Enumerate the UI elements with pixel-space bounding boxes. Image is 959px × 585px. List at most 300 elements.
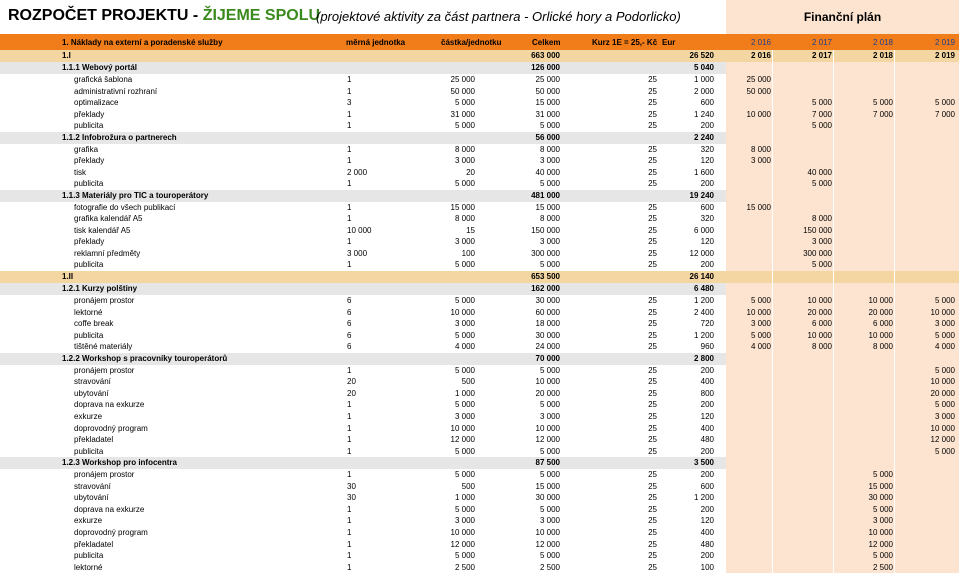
table-row (0, 167, 959, 179)
cell-castka-jednotku: 5 000 (454, 400, 475, 410)
cell-eur: 200 (700, 400, 714, 410)
plan-cell-bg (726, 248, 959, 260)
cell-year-2017: 10 000 (807, 330, 832, 340)
section-row (0, 50, 959, 62)
cell-eur: 600 (700, 481, 714, 491)
cell-celkem: 87 500 (535, 458, 560, 468)
header-label: 1. Náklady na externí a poradenské služby (62, 38, 223, 47)
cell-celkem: 5 000 (539, 446, 560, 456)
grid-line (772, 434, 773, 446)
cell-castka-jednotku: 3 000 (454, 319, 475, 329)
plan-cell-bg (726, 236, 959, 248)
cell-merna-jednotka: 30 (347, 481, 356, 491)
cell-eur: 19 240 (689, 190, 714, 200)
grid-line (833, 178, 834, 190)
grid-line (772, 86, 773, 98)
cell-year-2016: 10 000 (746, 307, 771, 317)
cell-label: publicita (74, 446, 104, 456)
table-row (0, 434, 959, 446)
cell-castka-jednotku: 2 500 (454, 562, 475, 572)
cell-label: pronájem prostor (74, 296, 135, 306)
cell-celkem: 20 000 (535, 388, 560, 398)
cell-eur: 200 (700, 469, 714, 479)
cell-merna-jednotka: 1 (347, 539, 352, 549)
header-kurz: Kurz 1E = 25,- Kč (592, 38, 658, 47)
cell-label: doprovodný program (74, 423, 148, 433)
cell-celkem: 30 000 (535, 330, 560, 340)
grid-line (833, 283, 834, 295)
cell-kurz: 25 (648, 296, 657, 306)
cell-year-2018: 30 000 (868, 493, 893, 503)
grid-line (772, 411, 773, 423)
grid-line (833, 248, 834, 260)
cell-label: 1.2.3 Workshop pro infocentra (62, 458, 177, 468)
plan-cell-bg (726, 225, 959, 237)
cell-label: publicita (74, 551, 104, 561)
cell-eur: 720 (700, 319, 714, 329)
cell-celkem: 5 000 (539, 260, 560, 270)
cell-eur: 200 (700, 179, 714, 189)
cell-kurz: 25 (648, 423, 657, 433)
cell-castka-jednotku: 5 000 (454, 365, 475, 375)
grid-line (772, 62, 773, 74)
cell-celkem: 663 000 (531, 51, 560, 60)
table-row (0, 365, 959, 377)
grid-line (772, 190, 773, 202)
grid-line (772, 481, 773, 493)
cell-eur: 120 (700, 237, 714, 247)
cell-year-2019: 4 000 (934, 342, 955, 352)
cell-year-2019: 7 000 (934, 109, 955, 119)
cell-castka-jednotku: 15 (466, 225, 475, 235)
cell-eur: 200 (700, 121, 714, 131)
cell-kurz: 25 (648, 400, 657, 410)
grid-line (894, 190, 895, 202)
cell-castka-jednotku: 5 000 (454, 179, 475, 189)
cell-merna-jednotka: 1 (347, 527, 352, 537)
cell-label: překlady (74, 156, 105, 166)
cell-label: tisk (74, 167, 86, 177)
grid-line (833, 120, 834, 132)
page-subtitle: (projektové aktivity za část partnera - Orlické hory a Podorlicko) (316, 9, 681, 24)
cell-eur: 200 (700, 365, 714, 375)
subsection-row (0, 457, 959, 469)
cell-kurz: 25 (648, 248, 657, 258)
cell-castka-jednotku: 10 000 (450, 307, 475, 317)
plan-cell-bg (726, 259, 959, 271)
cell-year-2017: 10 000 (807, 296, 832, 306)
plan-cell-bg (726, 178, 959, 190)
cell-label: coffe break (74, 319, 114, 329)
cell-merna-jednotka: 30 (347, 493, 356, 503)
grid-line (894, 504, 895, 516)
grid-line (894, 515, 895, 527)
cell-celkem: 5 000 (539, 469, 560, 479)
grid-line (833, 62, 834, 74)
cell-merna-jednotka: 1 (347, 504, 352, 514)
cell-celkem: 70 000 (535, 354, 560, 364)
cell-year-2019: 3 000 (934, 412, 955, 421)
cell-year-2018: 5 000 (872, 98, 893, 108)
cell-year-2016: 3 000 (750, 319, 771, 329)
cell-kurz: 25 (648, 365, 657, 375)
grid-line (894, 178, 895, 190)
cell-year-2019: 2 019 (934, 51, 955, 60)
grid-line (772, 74, 773, 86)
cell-kurz: 25 (648, 86, 657, 96)
cell-celkem: 50 000 (535, 86, 560, 96)
cell-year-2019: 5 000 (934, 98, 955, 108)
cell-kurz: 25 (648, 167, 657, 177)
cell-label: doprovodný program (74, 527, 148, 537)
grid-line (894, 74, 895, 86)
cell-year-2018: 10 000 (868, 330, 893, 340)
cell-label: stravování (74, 481, 111, 491)
cell-merna-jednotka: 2 000 (347, 167, 368, 177)
cell-year-2018: 3 000 (872, 516, 893, 526)
cell-merna-jednotka: 1 (347, 423, 352, 433)
table-row (0, 550, 959, 562)
cell-label: optimalizace (74, 98, 119, 108)
grid-line (833, 388, 834, 400)
cell-castka-jednotku: 10 000 (450, 527, 475, 537)
grid-line (833, 376, 834, 388)
cell-merna-jednotka: 1 (347, 214, 352, 224)
cell-celkem: 10 000 (535, 527, 560, 537)
subsection-row (0, 283, 959, 295)
table-row (0, 97, 959, 109)
grid-line (894, 259, 895, 271)
cell-year-2017: 40 000 (807, 167, 832, 177)
cell-eur: 480 (700, 539, 714, 549)
grid-line (772, 504, 773, 516)
cell-eur: 320 (700, 144, 714, 154)
cell-castka-jednotku: 5 000 (454, 260, 475, 270)
cell-kurz: 25 (648, 214, 657, 224)
cell-castka-jednotku: 500 (461, 481, 475, 491)
cell-kurz: 25 (648, 388, 657, 398)
cell-kurz: 25 (648, 435, 657, 445)
cell-kurz: 25 (648, 121, 657, 131)
header-merna: měrná jednotka (346, 38, 406, 47)
cell-celkem: 8 000 (539, 144, 560, 154)
cell-kurz: 25 (648, 412, 657, 421)
cell-label: doprava na exkurze (74, 400, 145, 410)
table-row (0, 225, 959, 237)
grid-line (833, 423, 834, 435)
cell-castka-jednotku: 5 000 (454, 446, 475, 456)
cell-kurz: 25 (648, 109, 657, 119)
cell-merna-jednotka: 3 (347, 98, 352, 108)
cell-celkem: 56 000 (535, 132, 560, 142)
grid-line (894, 283, 895, 295)
page-title (8, 7, 320, 25)
cell-kurz: 25 (648, 551, 657, 561)
cell-celkem: 653 500 (531, 272, 560, 282)
cell-castka-jednotku: 31 000 (450, 109, 475, 119)
cell-celkem: 30 000 (535, 296, 560, 306)
cell-label: grafika kalendář A5 (74, 214, 143, 224)
cell-kurz: 25 (648, 342, 657, 352)
cell-merna-jednotka: 1 (347, 562, 352, 572)
cell-label: 1.1.2 Infobrožura o partnerech (62, 132, 177, 142)
cell-year-2018: 10 000 (868, 527, 893, 537)
grid-line (894, 225, 895, 237)
grid-line (772, 527, 773, 539)
cell-label: publicita (74, 260, 104, 270)
cell-merna-jednotka: 20 (347, 388, 356, 398)
table-row (0, 248, 959, 260)
table-row (0, 213, 959, 225)
cell-castka-jednotku: 12 000 (450, 539, 475, 549)
grid-line (772, 399, 773, 411)
grid-line (833, 259, 834, 271)
cell-year-2017: 5 000 (811, 98, 832, 108)
cell-label: exkurze (74, 412, 103, 421)
cell-castka-jednotku: 20 (466, 167, 475, 177)
cell-celkem: 3 000 (539, 412, 560, 421)
cell-celkem: 10 000 (535, 377, 560, 387)
cell-kurz: 25 (648, 307, 657, 317)
cell-merna-jednotka: 1 (347, 237, 352, 247)
cell-castka-jednotku: 5 000 (454, 330, 475, 340)
grid-line (894, 213, 895, 225)
cell-label: grafika (74, 144, 99, 154)
plan-cell-bg (726, 167, 959, 179)
cell-label: překladatel (74, 539, 114, 549)
grid-line (894, 492, 895, 504)
cell-castka-jednotku: 8 000 (454, 214, 475, 224)
grid-line (833, 155, 834, 167)
grid-line (894, 236, 895, 248)
grid-line (833, 74, 834, 86)
grid-line (894, 562, 895, 574)
cell-label: překlady (74, 237, 105, 247)
grid-line (772, 423, 773, 435)
grid-line (894, 202, 895, 214)
cell-merna-jednotka: 10 000 (347, 225, 372, 235)
cell-eur: 800 (700, 388, 714, 398)
cell-label: tištěné materiály (74, 342, 133, 352)
table-row (0, 539, 959, 551)
header-year-2019: 2 019 (934, 38, 955, 47)
cell-year-2018: 12 000 (868, 539, 893, 549)
cell-eur: 600 (700, 98, 714, 108)
table-row (0, 109, 959, 121)
cell-celkem: 150 000 (531, 225, 560, 235)
cell-label: ubytování (74, 493, 109, 503)
cell-merna-jednotka: 6 (347, 330, 352, 340)
cell-eur: 200 (700, 551, 714, 561)
cell-merna-jednotka: 1 (347, 400, 352, 410)
cell-kurz: 25 (648, 539, 657, 549)
cell-label: pronájem prostor (74, 469, 135, 479)
cell-year-2019: 5 000 (934, 296, 955, 306)
cell-year-2016: 5 000 (750, 330, 771, 340)
plan-cell-bg (726, 457, 959, 469)
cell-year-2017: 6 000 (811, 319, 832, 329)
grid-line (833, 167, 834, 179)
cell-castka-jednotku: 25 000 (450, 74, 475, 84)
cell-year-2017: 300 000 (803, 248, 832, 258)
plan-cell-bg (726, 271, 959, 283)
cell-merna-jednotka: 1 (347, 516, 352, 526)
cell-year-2019: 5 000 (934, 446, 955, 456)
table-row (0, 481, 959, 493)
cell-eur: 320 (700, 214, 714, 224)
header-year-2016: 2 016 (750, 38, 771, 47)
cell-celkem: 15 000 (535, 98, 560, 108)
cell-merna-jednotka: 1 (347, 109, 352, 119)
cell-celkem: 481 000 (531, 190, 560, 200)
cell-label: exkurze (74, 516, 103, 526)
cell-year-2016: 2 016 (750, 51, 771, 60)
cell-merna-jednotka: 1 (347, 144, 352, 154)
cell-castka-jednotku: 3 000 (454, 412, 475, 421)
cell-year-2019: 3 000 (934, 319, 955, 329)
grid-line (833, 457, 834, 469)
cell-label: administrativní rozhraní (74, 86, 158, 96)
cell-castka-jednotku: 5 000 (454, 504, 475, 514)
cell-merna-jednotka: 1 (347, 469, 352, 479)
cell-castka-jednotku: 10 000 (450, 423, 475, 433)
table-row (0, 86, 959, 98)
grid-line (894, 144, 895, 156)
cell-eur: 3 500 (693, 458, 714, 468)
cell-merna-jednotka: 1 (347, 365, 352, 375)
cell-castka-jednotku: 500 (461, 377, 475, 387)
cell-year-2019: 10 000 (930, 377, 955, 387)
table-row (0, 411, 959, 423)
cell-year-2018: 2 018 (872, 51, 893, 60)
header-eur: Eur (662, 38, 676, 47)
cell-castka-jednotku: 8 000 (454, 144, 475, 154)
cell-year-2018: 5 000 (872, 504, 893, 514)
cell-celkem: 5 000 (539, 504, 560, 514)
cell-eur: 6 000 (693, 225, 714, 235)
grid-line (894, 62, 895, 74)
cell-castka-jednotku: 5 000 (454, 98, 475, 108)
cell-celkem: 126 000 (531, 63, 560, 73)
plan-cell-bg (726, 62, 959, 74)
grid-line (772, 388, 773, 400)
cell-celkem: 2 500 (539, 562, 560, 572)
grid-line (772, 283, 773, 295)
cell-kurz: 25 (648, 260, 657, 270)
grid-line (833, 353, 834, 365)
cell-eur: 1 200 (693, 296, 714, 306)
cell-year-2017: 5 000 (811, 121, 832, 131)
cell-year-2017: 5 000 (811, 179, 832, 189)
table-row (0, 318, 959, 330)
cell-label: reklamní předměty (74, 248, 141, 258)
table-row (0, 120, 959, 132)
table-row (0, 144, 959, 156)
grid-line (833, 190, 834, 202)
cell-celkem: 31 000 (535, 109, 560, 119)
cell-celkem: 8 000 (539, 214, 560, 224)
cell-celkem: 5 000 (539, 121, 560, 131)
table-row (0, 341, 959, 353)
grid-line (894, 248, 895, 260)
cell-year-2018: 10 000 (868, 296, 893, 306)
grid-line (894, 539, 895, 551)
table-row (0, 388, 959, 400)
cell-celkem: 300 000 (531, 248, 560, 258)
grid-line (894, 120, 895, 132)
financni-plan-label: Finanční plán (803, 10, 882, 24)
grid-line (833, 213, 834, 225)
cell-kurz: 25 (648, 179, 657, 189)
cell-label: grafická šablona (74, 74, 133, 84)
cell-celkem: 3 000 (539, 237, 560, 247)
cell-label: 1.I (62, 51, 71, 60)
cell-eur: 100 (700, 562, 714, 572)
cell-label: 1.1.1 Webový portál (62, 63, 137, 73)
cell-kurz: 25 (648, 330, 657, 340)
cell-year-2019: 10 000 (930, 423, 955, 433)
cell-label: publicita (74, 121, 104, 131)
cell-year-2016: 8 000 (750, 144, 771, 154)
cell-year-2017: 7 000 (811, 109, 832, 119)
cell-celkem: 12 000 (535, 539, 560, 549)
cell-kurz: 25 (648, 446, 657, 456)
table-row (0, 515, 959, 527)
grid-line (833, 132, 834, 144)
cell-label: překladatel (74, 435, 114, 445)
cell-year-2016: 25 000 (746, 74, 771, 84)
cell-eur: 12 000 (689, 248, 714, 258)
cell-label: 1.2.1 Kurzy polštiny (62, 284, 138, 294)
table-row (0, 376, 959, 388)
cell-year-2017: 8 000 (811, 214, 832, 224)
cell-merna-jednotka: 6 (347, 307, 352, 317)
cell-kurz: 25 (648, 469, 657, 479)
cell-eur: 200 (700, 504, 714, 514)
cell-celkem: 5 000 (539, 400, 560, 410)
grid-line (833, 365, 834, 377)
header-year-2018: 2 018 (872, 38, 893, 47)
cell-eur: 26 140 (689, 272, 714, 282)
cell-castka-jednotku: 3 000 (454, 237, 475, 247)
cell-celkem: 10 000 (535, 423, 560, 433)
cell-castka-jednotku: 12 000 (450, 435, 475, 445)
grid-line (894, 469, 895, 481)
cell-eur: 120 (700, 156, 714, 166)
cell-merna-jednotka: 6 (347, 342, 352, 352)
title-prefix: ROZPOČET PROJEKTU - (8, 7, 203, 24)
table-row (0, 202, 959, 214)
cell-year-2017: 3 000 (811, 237, 832, 247)
cell-kurz: 25 (648, 98, 657, 108)
cell-merna-jednotka: 1 (347, 156, 352, 166)
grid-line (833, 86, 834, 98)
table-row (0, 446, 959, 458)
grid-line (772, 132, 773, 144)
financni-plan-header (726, 0, 959, 34)
grid-line (894, 481, 895, 493)
table-header-row (0, 34, 959, 50)
grid-line (772, 271, 773, 283)
cell-castka-jednotku: 50 000 (450, 86, 475, 96)
table-row (0, 504, 959, 516)
cell-kurz: 25 (648, 202, 657, 212)
table-row (0, 155, 959, 167)
subsection-row (0, 190, 959, 202)
cell-merna-jednotka: 1 (347, 412, 352, 421)
cell-castka-jednotku: 1 000 (454, 388, 475, 398)
cell-eur: 5 040 (693, 63, 714, 73)
